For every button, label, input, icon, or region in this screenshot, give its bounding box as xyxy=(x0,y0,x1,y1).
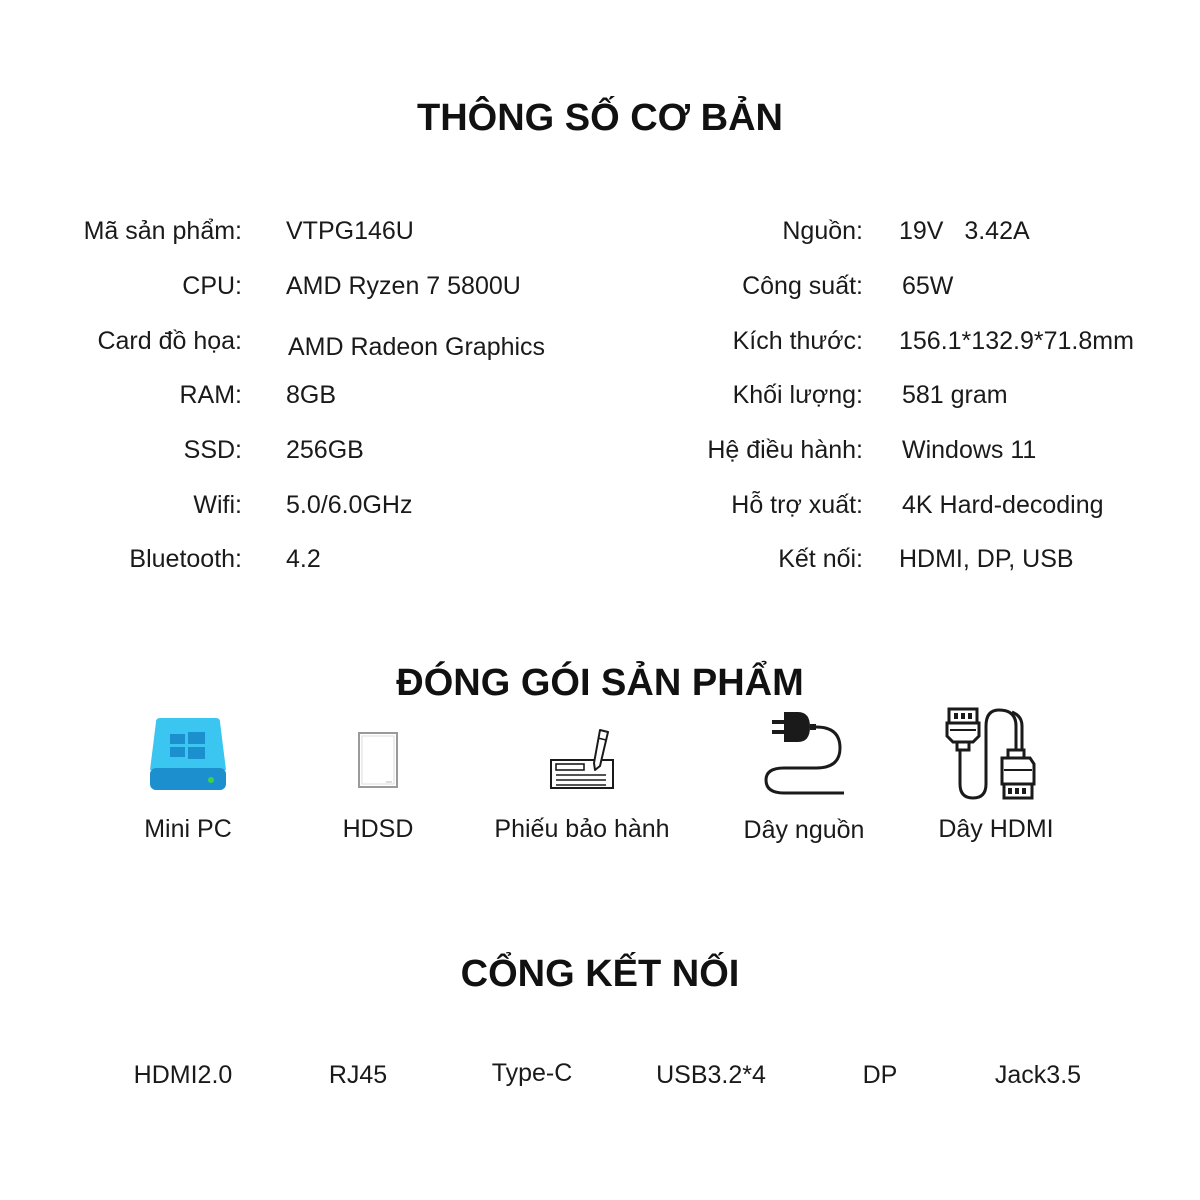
spec-value-wattage: 65W xyxy=(902,272,954,300)
spec-label-ram: RAM: xyxy=(179,381,242,409)
package-item-manual: HDSD xyxy=(342,815,414,843)
mini-pc-icon xyxy=(148,718,228,794)
spec-label-graphics: Card đồ họa: xyxy=(97,327,242,355)
spec-value-bluetooth: 4.2 xyxy=(286,545,321,573)
spec-value-os: Windows 11 xyxy=(902,436,1037,464)
spec-value-ram: 8GB xyxy=(286,381,337,409)
spec-label-product-code: Mã sản phẩm: xyxy=(83,217,242,245)
spec-value-ssd: 256GB xyxy=(286,436,364,464)
spec-label-weight: Khối lượng: xyxy=(732,381,863,409)
port-rj45: RJ45 xyxy=(328,1061,388,1089)
package-item-warranty-card: Phiếu bảo hành xyxy=(494,815,670,843)
spec-value-output-support: 4K Hard-decoding xyxy=(902,491,1104,519)
warranty-card-icon xyxy=(548,726,616,792)
port-type-c: Type-C xyxy=(491,1059,573,1087)
power-cable-icon xyxy=(764,708,848,800)
basic-specs-title: THÔNG SỐ CƠ BẢN xyxy=(417,97,783,139)
spec-label-power: Nguồn: xyxy=(782,217,863,245)
spec-label-wattage: Công suất: xyxy=(742,272,863,300)
spec-label-dimensions: Kích thước: xyxy=(732,327,863,355)
spec-label-ssd: SSD: xyxy=(183,436,242,464)
spec-label-cpu: CPU: xyxy=(182,272,242,300)
spec-value-wifi: 5.0/6.0GHz xyxy=(286,491,413,519)
hdmi-cable-icon xyxy=(944,706,1038,802)
port-hdmi: HDMI2.0 xyxy=(133,1061,233,1089)
spec-value-weight: 581 gram xyxy=(902,381,1008,409)
port-jack: Jack3.5 xyxy=(994,1061,1082,1089)
spec-value-connectivity: HDMI, DP, USB xyxy=(899,545,1074,573)
spec-label-connectivity: Kết nối: xyxy=(778,545,863,573)
spec-value-dimensions: 156.1*132.9*71.8mm xyxy=(899,327,1134,355)
spec-label-output-support: Hỗ trợ xuất: xyxy=(731,491,863,519)
package-item-power-cable: Dây nguồn xyxy=(743,816,865,844)
port-usb: USB3.2*4 xyxy=(656,1061,766,1089)
spec-value-graphics: AMD Radeon Graphics xyxy=(288,333,546,361)
spec-label-os: Hệ điều hành: xyxy=(707,436,863,464)
port-dp: DP xyxy=(862,1061,898,1089)
spec-value-product-code: VTPG146U xyxy=(286,217,414,245)
package-item-mini-pc: Mini PC xyxy=(144,815,232,843)
spec-value-power: 19V 3.42A xyxy=(899,217,1030,245)
package-item-hdmi-cable: Dây HDMI xyxy=(938,815,1054,843)
spec-value-cpu: AMD Ryzen 7 5800U xyxy=(286,272,521,300)
spec-label-bluetooth: Bluetooth: xyxy=(129,545,242,573)
package-title: ĐÓNG GÓI SẢN PHẨM xyxy=(396,662,804,704)
spec-label-wifi: Wifi: xyxy=(193,491,242,519)
manual-icon xyxy=(356,730,400,790)
ports-title: CỔNG KẾT NỐI xyxy=(460,953,740,995)
